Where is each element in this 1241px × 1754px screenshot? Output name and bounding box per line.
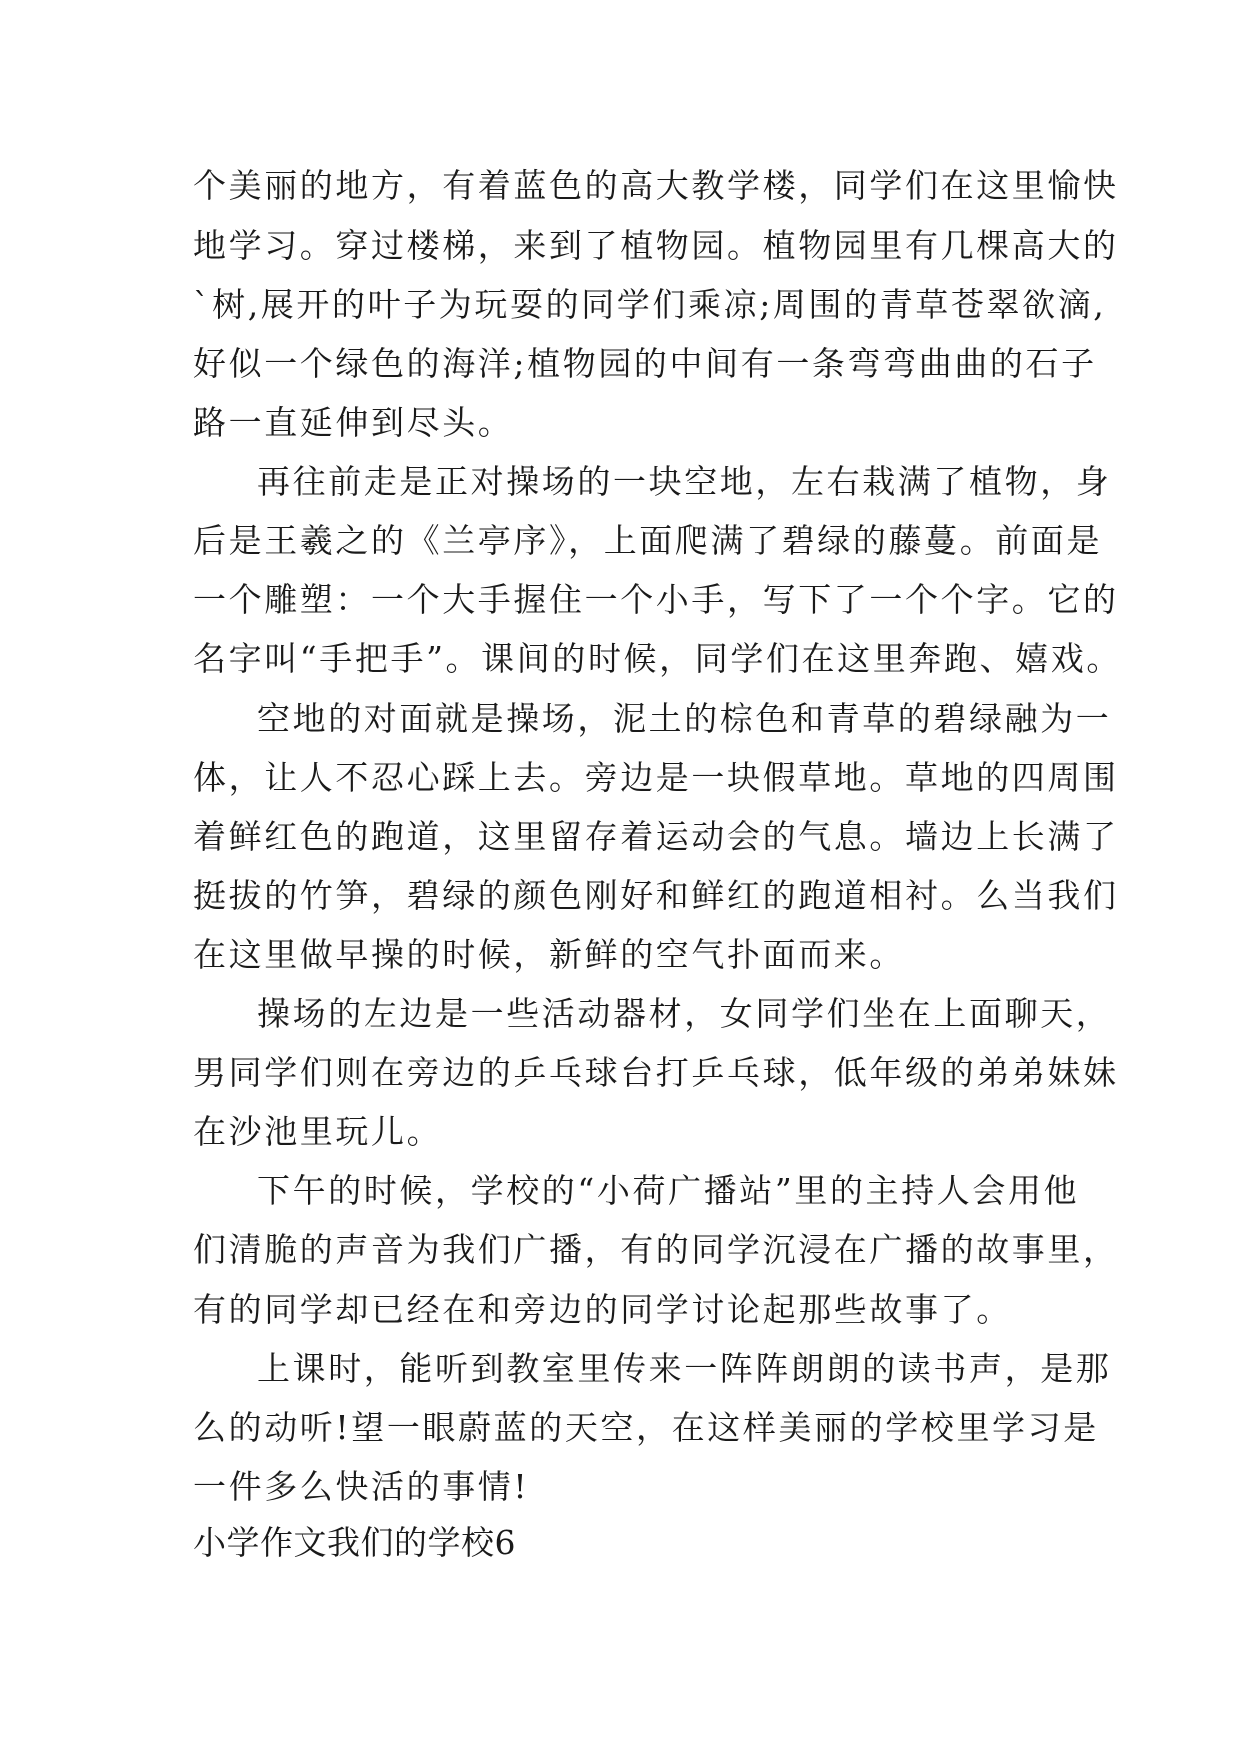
text-line: 操场的左边是一些活动器材，女同学们坐在上面聊天，: [257, 994, 1112, 1033]
text-line: `树,展开的叶子为玩耍的同学们乘凉;周围的青草苍翠欲滴,: [193, 285, 1107, 324]
text-line: 空地的对面就是操场，泥土的棕色和青草的碧绿融为一: [257, 699, 1112, 738]
text-line: 后是王羲之的《兰亭序》，上面爬满了碧绿的藤蔓。前面是: [193, 521, 1103, 560]
text-line: 下午的时候，学校的“小荷广播站”里的主持人会用他: [257, 1171, 1080, 1210]
text-line: 名字叫“手把手”。课间的时候，同学们在这里奔跑、嬉戏。: [193, 639, 1122, 678]
text-line: 体，让人不忍心踩上去。旁边是一块假草地。草地的四周围: [193, 758, 1119, 797]
text-line: 好似一个绿色的海洋;植物园的中间有一条弯弯曲曲的石子: [193, 344, 1097, 383]
text-line: 着鲜红色的跑道，这里留存着运动会的气息。墙边上长满了: [193, 817, 1119, 856]
text-line: 在沙池里玩儿。: [193, 1112, 443, 1151]
text-line: 一个雕塑：一个大手握住一个小手，写下了一个个字。它的: [193, 580, 1119, 619]
text-line: 上课时，能听到教室里传来一阵阵朗朗的读书声，是那: [257, 1349, 1112, 1388]
text-line: 么的动听!望一眼蔚蓝的天空，在这样美丽的学校里学习是: [193, 1408, 1099, 1447]
text-line: 挺拔的竹笋，碧绿的颜色刚好和鲜红的跑道相衬。么当我们: [193, 876, 1119, 915]
text-line: 路一直延伸到尽头。: [193, 403, 514, 442]
text-line: 个美丽的地方，有着蓝色的高大教学楼，同学们在这里愉快: [193, 166, 1119, 205]
text-line: 再往前走是正对操场的一块空地，左右栽满了植物，身: [257, 462, 1112, 501]
text-line: 们清脆的声音为我们广播，有的同学沉浸在广播的故事里，: [193, 1230, 1119, 1269]
text-line: 一件多么快活的事情!: [193, 1467, 530, 1506]
text-line: 在这里做早操的时候，新鲜的空气扑面而来。: [193, 935, 905, 974]
text-line: 男同学们则在旁边的乒乓球台打乒乓球，低年级的弟弟妹妹: [193, 1053, 1119, 1092]
section-heading: 小学作文我们的学校6: [193, 1523, 516, 1562]
text-line: 有的同学却已经在和旁边的同学讨论起那些故事了。: [193, 1290, 1012, 1329]
text-line: 地学习。穿过楼梯，来到了植物园。植物园里有几棵高大的: [193, 226, 1119, 265]
